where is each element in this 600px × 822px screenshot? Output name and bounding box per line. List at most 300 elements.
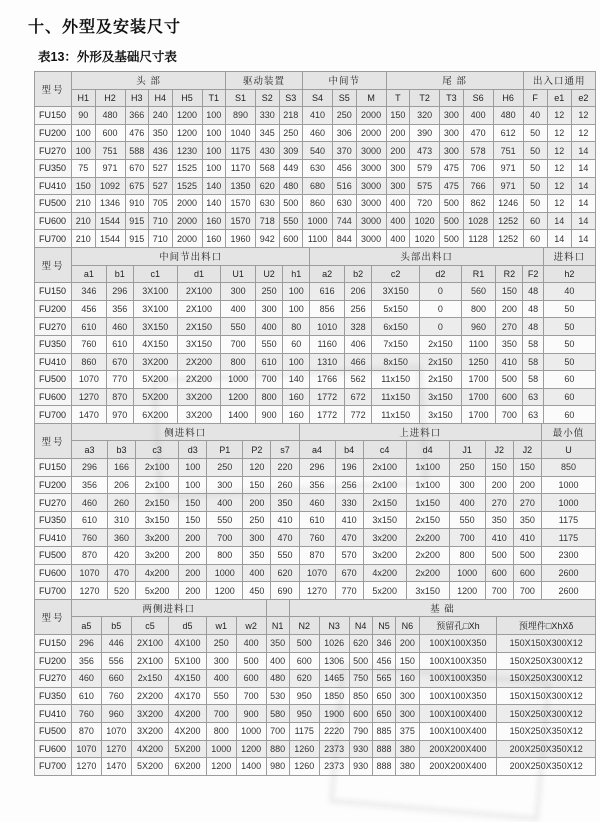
group-header — [266, 599, 289, 617]
column-header: M — [356, 89, 386, 107]
value-cell: 720 — [410, 195, 440, 213]
group-header: 尾 部 — [386, 72, 523, 90]
column-header: T3 — [440, 89, 464, 107]
value-cell: 550 — [449, 511, 485, 529]
value-cell: 915 — [125, 230, 149, 248]
model-cell: FU200 — [35, 300, 72, 318]
column-header: 预留孔□Xh — [419, 617, 497, 635]
value-cell: 410 — [485, 529, 513, 547]
value-cell: 1092 — [95, 177, 125, 195]
value-cell: 3X150 — [177, 335, 221, 353]
value-cell: 705 — [149, 195, 173, 213]
value-cell: 3X200 — [133, 353, 177, 371]
column-header: J1 — [449, 441, 485, 459]
value-cell: 5X100 — [169, 652, 207, 670]
value-cell: 2000 — [356, 107, 386, 125]
value-cell: 476 — [125, 124, 149, 142]
value-cell: 470 — [107, 564, 135, 582]
value-cell: 600 — [289, 652, 319, 670]
column-header: e1 — [547, 89, 571, 107]
value-cell: 150 — [485, 459, 513, 477]
column-header: J2 — [513, 441, 541, 459]
value-cell: 600 — [513, 564, 541, 582]
value-cell: 60 — [283, 335, 310, 353]
value-cell: 550 — [206, 687, 236, 705]
value-cell: 620 — [289, 670, 319, 688]
value-cell: 1028 — [463, 212, 493, 230]
value-cell: 58 — [523, 335, 543, 353]
value-cell: 63 — [523, 406, 543, 424]
table-row — [35, 758, 596, 776]
value-cell: 1020 — [410, 230, 440, 248]
table-section-overall-dimensions — [34, 71, 596, 248]
value-cell: 1x100 — [406, 476, 449, 494]
value-cell: 12 — [547, 159, 571, 177]
value-cell: 475 — [440, 177, 464, 195]
group-header: 最小值 — [541, 423, 595, 441]
value-cell: 1470 — [101, 758, 131, 776]
value-cell: 540 — [303, 142, 333, 160]
value-cell: 100X100X350 — [419, 687, 497, 705]
value-cell: 3x150 — [406, 582, 449, 600]
model-cell: FU600 — [35, 564, 72, 582]
value-cell: 320 — [410, 107, 440, 125]
value-cell: 2000 — [172, 195, 202, 213]
column-header: R2 — [496, 265, 523, 283]
value-cell: 1000 — [221, 371, 256, 389]
value-cell: 400 — [236, 635, 266, 653]
value-cell: 12 — [571, 124, 595, 142]
value-cell: 620 — [349, 635, 372, 653]
value-cell: 4X200 — [169, 705, 207, 723]
value-cell: 160 — [202, 212, 226, 230]
column-header: c4 — [363, 441, 406, 459]
value-cell: 150 — [72, 177, 96, 195]
value-cell: 2600 — [541, 564, 595, 582]
column-header: a2 — [310, 265, 345, 283]
value-cell: 600 — [349, 705, 372, 723]
value-cell: 250 — [243, 511, 271, 529]
value-cell: 300 — [396, 687, 419, 705]
value-cell: 888 — [372, 740, 395, 758]
value-cell: 1700 — [461, 371, 496, 389]
table-row — [35, 547, 596, 565]
model-cell: FU600 — [35, 212, 72, 230]
model-cell: FU150 — [35, 107, 72, 125]
dimension-tables — [34, 71, 596, 776]
value-cell: 700 — [485, 582, 513, 600]
table-section-discharge-ports — [34, 247, 596, 424]
table-caption: 表13：外形及基础尺寸表 — [38, 50, 177, 64]
value-cell: 910 — [125, 195, 149, 213]
value-cell: 750 — [349, 670, 372, 688]
value-cell: 14 — [571, 195, 595, 213]
value-cell: 3x200 — [363, 529, 406, 547]
value-cell: 900 — [236, 705, 266, 723]
column-header: e2 — [571, 89, 595, 107]
group-header: 基 础 — [289, 599, 595, 617]
value-cell: 1570 — [226, 212, 256, 230]
value-cell: 296 — [299, 459, 335, 477]
value-cell: 460 — [106, 318, 133, 336]
model-column-header: 型号 — [35, 423, 72, 458]
value-cell: 100 — [202, 124, 226, 142]
value-cell: 870 — [299, 547, 335, 565]
column-header: N5 — [372, 617, 395, 635]
column-header: T — [386, 89, 410, 107]
column-header: b3 — [107, 441, 135, 459]
value-cell: 400 — [386, 212, 410, 230]
value-cell: 2x150 — [420, 335, 461, 353]
value-cell: 3X200 — [131, 722, 169, 740]
value-cell: 14 — [571, 177, 595, 195]
column-header: d2 — [420, 265, 461, 283]
value-cell: 5X200 — [133, 388, 177, 406]
value-cell: 3000 — [356, 230, 386, 248]
value-cell: 330 — [335, 494, 363, 512]
value-cell: 4X150 — [133, 335, 177, 353]
value-cell: 328 — [345, 318, 372, 336]
value-cell: 2x100 — [363, 476, 406, 494]
column-header: S6 — [463, 89, 493, 107]
value-cell: 670 — [125, 159, 149, 177]
column-header: R1 — [461, 265, 496, 283]
value-cell: 1000 — [541, 476, 595, 494]
value-cell: 970 — [106, 406, 133, 424]
value-cell: 150 — [179, 511, 207, 529]
column-header: c5 — [131, 617, 169, 635]
value-cell: 1346 — [95, 195, 125, 213]
value-cell: 260 — [107, 494, 135, 512]
value-cell: 256 — [345, 300, 372, 318]
group-header: 中间节 — [303, 72, 387, 90]
value-cell: 100X100X350 — [419, 670, 497, 688]
value-cell: 100 — [179, 476, 207, 494]
value-cell: 2X100 — [131, 652, 169, 670]
value-cell: 196 — [335, 459, 363, 477]
value-cell: 296 — [72, 459, 108, 477]
value-cell: 1700 — [461, 388, 496, 406]
column-header: d3 — [179, 441, 207, 459]
value-cell: 100 — [202, 107, 226, 125]
value-cell: 50 — [543, 335, 595, 353]
model-cell: FU500 — [35, 195, 72, 213]
value-cell: 1700 — [461, 406, 496, 424]
value-cell: 346 — [72, 283, 107, 301]
value-cell: 800 — [256, 388, 283, 406]
group-header: 头 部 — [72, 72, 226, 90]
value-cell: 530 — [266, 687, 289, 705]
value-cell: 2x200 — [406, 547, 449, 565]
value-cell: 620 — [256, 177, 280, 195]
value-cell: 706 — [463, 159, 493, 177]
value-cell: 375 — [396, 722, 419, 740]
model-cell: FU200 — [35, 652, 72, 670]
value-cell: 12 — [547, 107, 571, 125]
column-header: H3 — [125, 89, 149, 107]
column-header: F — [523, 89, 547, 107]
value-cell: 1026 — [319, 635, 349, 653]
model-cell: FU150 — [35, 459, 72, 477]
value-cell: 0 — [420, 283, 461, 301]
value-cell: 3X200 — [131, 705, 169, 723]
value-cell: 150X250X350X12 — [497, 722, 596, 740]
value-cell: 700 — [236, 687, 266, 705]
value-cell: 1270 — [72, 388, 107, 406]
value-cell: 48 — [523, 318, 543, 336]
value-cell: 1200 — [206, 758, 236, 776]
value-cell: 600 — [279, 230, 303, 248]
value-cell: 760 — [101, 687, 131, 705]
value-cell: 436 — [149, 142, 173, 160]
table-row — [35, 687, 596, 705]
value-cell: 550 — [279, 212, 303, 230]
value-cell: 0 — [420, 318, 461, 336]
table-row — [35, 459, 596, 477]
value-cell: 1960 — [226, 230, 256, 248]
value-cell: 206 — [345, 283, 372, 301]
value-cell: 971 — [493, 159, 523, 177]
value-cell: 14 — [571, 142, 595, 160]
value-cell: 520 — [107, 582, 135, 600]
column-header: H5 — [172, 89, 202, 107]
value-cell: 60 — [543, 371, 595, 389]
value-cell: 1000 — [207, 564, 243, 582]
value-cell: 400 — [386, 195, 410, 213]
value-cell: 6X200 — [133, 406, 177, 424]
value-cell: 200 — [496, 300, 523, 318]
table-row — [35, 335, 596, 353]
value-cell: 400 — [243, 564, 271, 582]
value-cell: 50 — [543, 300, 595, 318]
value-cell: 1525 — [172, 177, 202, 195]
value-cell: 150X250X300X12 — [497, 670, 596, 688]
value-cell: 760 — [72, 705, 102, 723]
value-cell: 610 — [299, 511, 335, 529]
value-cell: 942 — [256, 230, 280, 248]
value-cell: 500 — [236, 652, 266, 670]
value-cell: 218 — [279, 107, 303, 125]
value-cell: 766 — [463, 177, 493, 195]
model-column-header: 型号 — [35, 72, 72, 107]
value-cell: 1544 — [95, 212, 125, 230]
group-header: 驱动装置 — [226, 72, 303, 90]
value-cell: 1260 — [289, 758, 319, 776]
value-cell: 500 — [289, 635, 319, 653]
value-cell: 250 — [449, 459, 485, 477]
value-cell: 516 — [333, 177, 357, 195]
column-header: H6 — [493, 89, 523, 107]
value-cell: 300 — [440, 124, 464, 142]
value-cell: 460 — [303, 124, 333, 142]
value-cell: 1100 — [461, 335, 496, 353]
value-cell: 650 — [372, 705, 395, 723]
table-row — [35, 159, 596, 177]
column-header: P1 — [207, 441, 243, 459]
value-cell: 2000 — [356, 124, 386, 142]
value-cell: 870 — [106, 388, 133, 406]
value-cell: 14 — [571, 159, 595, 177]
value-cell: 100X100X400 — [419, 722, 497, 740]
value-cell: 3X200 — [177, 406, 221, 424]
value-cell: 2x150 — [363, 494, 406, 512]
table-row — [35, 740, 596, 758]
value-cell: 1270 — [72, 582, 108, 600]
value-cell: 456 — [372, 652, 395, 670]
value-cell: 1175 — [541, 511, 595, 529]
value-cell: 300 — [396, 705, 419, 723]
value-cell: 8x150 — [372, 353, 420, 371]
value-cell: 60 — [543, 388, 595, 406]
value-cell: 3X200 — [177, 388, 221, 406]
value-cell: 660 — [101, 670, 131, 688]
model-cell: FU270 — [35, 142, 72, 160]
column-header: c2 — [372, 265, 420, 283]
value-cell: 50 — [523, 195, 547, 213]
value-cell: 48 — [523, 300, 543, 318]
table-row — [35, 195, 596, 213]
value-cell: 300 — [386, 159, 410, 177]
value-cell: 270 — [485, 494, 513, 512]
value-cell: 366 — [125, 107, 149, 125]
column-header: h2 — [543, 265, 595, 283]
value-cell: 4x200 — [136, 564, 179, 582]
value-cell: 3x200 — [136, 547, 179, 565]
value-cell: 150 — [513, 459, 541, 477]
group-header: 中间节出料口 — [72, 247, 310, 265]
value-cell: 870 — [72, 547, 108, 565]
value-cell: 446 — [101, 635, 131, 653]
model-cell: FU350 — [35, 159, 72, 177]
column-header: S3 — [279, 89, 303, 107]
value-cell: 1160 — [310, 335, 345, 353]
column-header: N3 — [319, 617, 349, 635]
value-cell: 4X200 — [131, 740, 169, 758]
value-cell: 12 — [547, 195, 571, 213]
value-cell: 4x200 — [363, 564, 406, 582]
model-cell: FU150 — [35, 283, 72, 301]
model-cell: FU410 — [35, 177, 72, 195]
value-cell: 1350 — [226, 177, 256, 195]
value-cell: 700 — [513, 582, 541, 600]
value-cell: 680 — [303, 177, 333, 195]
value-cell: 1525 — [172, 159, 202, 177]
value-cell: 760 — [72, 335, 107, 353]
value-cell: 2x150 — [420, 353, 461, 371]
value-cell: 80 — [283, 318, 310, 336]
value-cell: 500 — [440, 212, 464, 230]
column-header: N2 — [289, 617, 319, 635]
value-cell: 2x150 — [131, 670, 169, 688]
value-cell: 971 — [493, 177, 523, 195]
value-cell: 2X200 — [177, 371, 221, 389]
value-cell: 1230 — [172, 142, 202, 160]
group-header: 上进料口 — [299, 423, 541, 441]
model-cell: FU410 — [35, 529, 72, 547]
value-cell: 1000 — [206, 740, 236, 758]
value-cell: 3000 — [356, 142, 386, 160]
value-cell: 346 — [372, 635, 395, 653]
value-cell: 550 — [271, 547, 299, 565]
value-cell: 410 — [271, 511, 299, 529]
value-cell: 1128 — [463, 230, 493, 248]
value-cell: 1070 — [72, 740, 102, 758]
column-header: d5 — [169, 617, 207, 635]
value-cell: 475 — [440, 159, 464, 177]
column-header: 预埋件□XhXδ — [497, 617, 596, 635]
value-cell: 400 — [221, 300, 256, 318]
value-cell: 345 — [256, 124, 280, 142]
value-cell: 1000 — [236, 722, 266, 740]
table-row — [35, 582, 596, 600]
value-cell: 400 — [266, 652, 289, 670]
value-cell: 210 — [72, 212, 96, 230]
value-cell: 2373 — [319, 740, 349, 758]
value-cell: 350 — [513, 511, 541, 529]
value-cell: 309 — [279, 142, 303, 160]
table-row — [35, 283, 596, 301]
value-cell: 100 — [72, 124, 96, 142]
value-cell: 4X150 — [169, 670, 207, 688]
model-cell: FU350 — [35, 335, 72, 353]
value-cell: 449 — [279, 159, 303, 177]
value-cell: 556 — [101, 652, 131, 670]
value-cell: 350 — [243, 547, 271, 565]
value-cell: 700 — [206, 705, 236, 723]
column-header: S4 — [303, 89, 333, 107]
model-cell: FU350 — [35, 687, 72, 705]
value-cell: 150X150X300X12 — [497, 687, 596, 705]
value-cell: 500 — [513, 547, 541, 565]
table-section-foundation — [34, 599, 596, 776]
value-cell: 2000 — [172, 212, 202, 230]
value-cell: 50 — [543, 318, 595, 336]
value-cell: 2x150 — [420, 371, 461, 389]
group-header: 两侧进料口 — [72, 599, 267, 617]
value-cell: 60 — [543, 406, 595, 424]
value-cell: 3X100 — [133, 300, 177, 318]
value-cell: 90 — [72, 107, 96, 125]
value-cell: 1246 — [493, 195, 523, 213]
value-cell: 370 — [333, 142, 357, 160]
value-cell: 150 — [179, 494, 207, 512]
value-cell: 150X250X300X12 — [497, 705, 596, 723]
value-cell: 1070 — [72, 564, 108, 582]
value-cell: 356 — [299, 476, 335, 494]
value-cell: 1200 — [236, 740, 266, 758]
value-cell: 150 — [243, 476, 271, 494]
value-cell: 350 — [485, 511, 513, 529]
model-cell: FU200 — [35, 476, 72, 494]
table-row — [35, 353, 596, 371]
column-header: c3 — [136, 441, 179, 459]
value-cell: 12 — [547, 142, 571, 160]
value-cell: 260 — [271, 476, 299, 494]
value-cell: 380 — [396, 758, 419, 776]
value-cell: 960 — [101, 705, 131, 723]
column-header: b1 — [106, 265, 133, 283]
value-cell: 2x100 — [136, 459, 179, 477]
value-cell: 430 — [256, 142, 280, 160]
value-cell: 770 — [106, 371, 133, 389]
value-cell: 1020 — [410, 212, 440, 230]
table-row — [35, 511, 596, 529]
value-cell: 1175 — [541, 529, 595, 547]
value-cell: 2X100 — [177, 300, 221, 318]
table-row — [35, 318, 596, 336]
column-header: S1 — [226, 89, 256, 107]
value-cell: 250 — [206, 635, 236, 653]
